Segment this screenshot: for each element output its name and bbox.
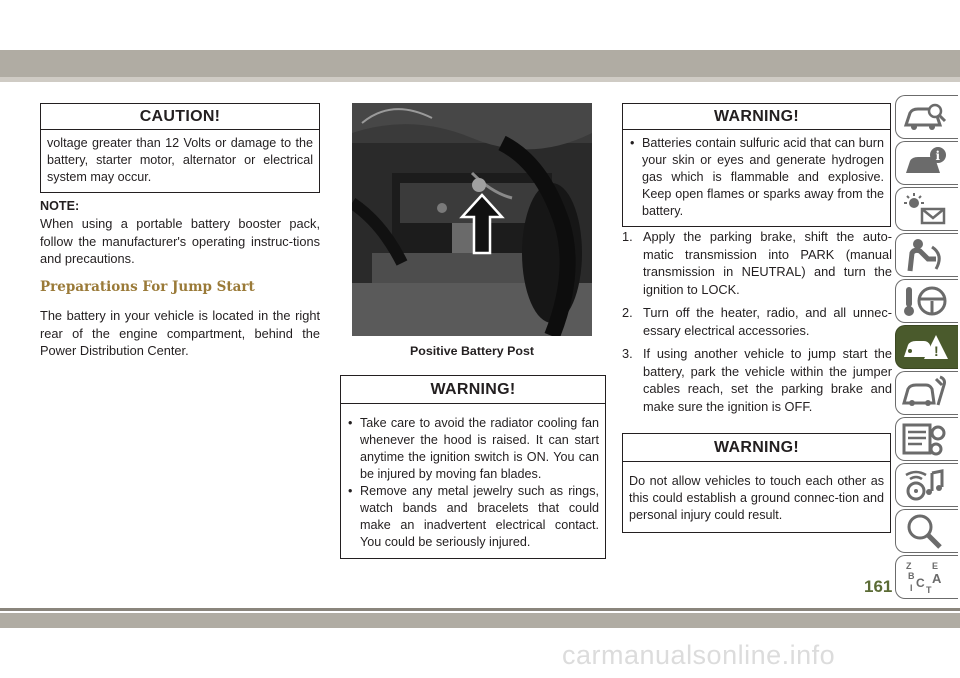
svg-text:i: i <box>935 149 941 163</box>
caution-box <box>40 103 320 193</box>
warning-body-middle <box>341 404 605 558</box>
step-number: 3. <box>622 346 633 361</box>
letter-z: Z <box>906 561 912 571</box>
alphabet-index-icon <box>902 559 948 595</box>
page-number: 161 <box>864 577 893 596</box>
tab-car-search[interactable] <box>895 95 958 139</box>
tab-specifications[interactable] <box>895 417 958 461</box>
page-top-margin <box>0 0 960 50</box>
specifications-icon <box>902 421 948 457</box>
letter-a: A <box>932 571 942 586</box>
warning-box-top-right <box>622 103 891 227</box>
footer-band <box>0 613 960 628</box>
header-band <box>0 50 960 77</box>
driver-seat-icon <box>902 237 948 273</box>
tab-steering-wheel[interactable] <box>895 279 958 323</box>
tab-car-emergency[interactable] <box>895 325 958 369</box>
chapter-tabs <box>895 95 960 600</box>
note-text: When using a portable battery booster pack, follow the manufacturer's operating instruc-tions and precautions. <box>40 216 320 266</box>
warning-item: • Remove any metal jewelry such as rings, watch bands and bracelets that could make an inadvertent electrical contact. You could be seriously injured. <box>347 483 599 551</box>
header-rule <box>0 77 960 82</box>
step-number: 2. <box>622 305 633 320</box>
tab-multimedia[interactable] <box>895 463 958 507</box>
warning-title-middle: WARNING! <box>341 376 605 404</box>
step-text: Turn off the heater, radio, and all unnec-essary electrical accessories. <box>643 305 892 338</box>
letter-c: C <box>916 576 925 590</box>
step-item <box>622 228 892 298</box>
step-item <box>622 345 892 415</box>
car-search-icon <box>902 99 948 135</box>
warning-box-bottom-right <box>622 433 891 533</box>
battery-photo <box>352 103 592 336</box>
letter-b: B <box>908 571 915 581</box>
caution-title: CAUTION! <box>41 104 319 130</box>
step-text: If using another vehicle to jump start the battery, park the vehicle within the jumper cables reach, set the parking brake and make sure the ignition is OFF. <box>643 346 892 414</box>
tab-driver-seat[interactable] <box>895 233 958 277</box>
warning-lights-icon <box>902 191 948 227</box>
warning-text-bottom-right: Do not allow vehicles to touch each other as this could establish a ground connec-tion and personal injury could result. <box>629 474 884 522</box>
watermark: carmanualsonline.info <box>562 640 836 670</box>
warning-box-middle <box>340 375 606 559</box>
letter-t: T <box>926 585 932 595</box>
letter-e: E <box>932 561 939 571</box>
steering-wheel-icon <box>902 283 948 319</box>
car-service-icon <box>902 375 948 411</box>
svg-text:!: ! <box>934 343 939 359</box>
warning-title-bottom-right: WARNING! <box>623 434 890 462</box>
tab-warning-lights[interactable] <box>895 187 958 231</box>
car-info-icon <box>902 145 948 181</box>
letter-i: I <box>910 583 913 593</box>
section-text: The battery in your vehicle is located in the right rear of the engine compartment, behind the Power Distribution Center. <box>40 308 320 358</box>
step-item <box>622 304 892 339</box>
note-label: NOTE: <box>40 199 80 213</box>
warning-body-top-right <box>623 130 890 226</box>
caution-text: voltage greater than 12 Volts or damage to the battery, starter motor, alternator or electrical system may occur. <box>47 136 313 184</box>
figure-caption: Positive Battery Post <box>410 344 534 358</box>
warning-title-top-right: WARNING! <box>623 104 890 130</box>
tab-car-service[interactable] <box>895 371 958 415</box>
step-text: Apply the parking brake, shift the auto-matic transmission into PARK (manual transmission in NEUTRAL) and turn the ignition to LOCK. <box>643 229 892 297</box>
step-number: 1. <box>622 229 633 244</box>
warning-item: • Batteries contain sulfuric acid that can burn your skin or eyes and generate hydrogen gas which is flammable and explosive. Keep open flames or sparks away from the battery. <box>629 135 884 220</box>
multimedia-icon <box>902 467 948 503</box>
tab-index-search[interactable] <box>895 509 958 553</box>
tab-car-info[interactable] <box>895 141 958 185</box>
index-search-icon <box>902 513 948 549</box>
steps-list <box>622 228 892 421</box>
car-emergency-icon <box>902 329 948 365</box>
footer-rule <box>0 608 960 611</box>
tab-alphabet-index[interactable] <box>895 555 958 599</box>
warning-item: • Take care to avoid the radiator cooling fan whenever the hood is raised. It can start anytime the ignition switch is ON. You can be injured by moving fan blades. <box>347 415 599 483</box>
section-heading: Preparations For Jump Start <box>40 279 255 295</box>
